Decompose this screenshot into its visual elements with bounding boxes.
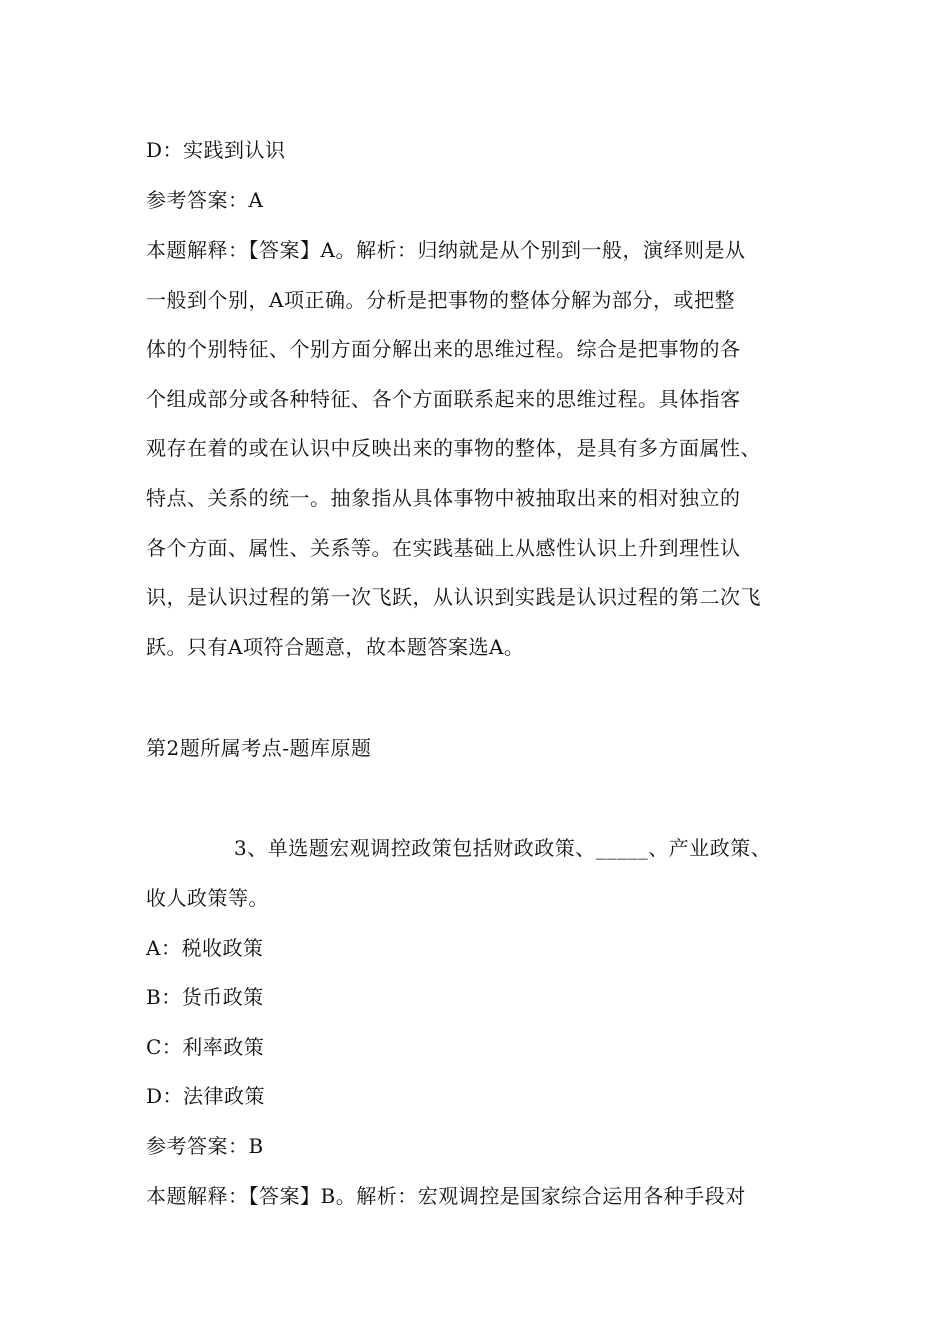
question-text-line-2: 收人政策等。 — [146, 886, 269, 910]
option-a: A：税收政策 — [146, 936, 264, 960]
reference-answer: 参考答案：B — [146, 1134, 264, 1158]
explanation-line: 观存在着的或在认识中反映出来的事物的整体，是具有多方面属性、 — [146, 436, 761, 461]
explanation-line: 本题解释：【答案】A。解析：归纳就是从个别到一般，演绎则是从 — [146, 238, 746, 262]
option-d: D：法律政策 — [146, 1084, 266, 1108]
option-b: B：货币政策 — [146, 985, 264, 1009]
explanation-line: 一般到个别，A项正确。分析是把事物的整体分解为部分，或把整 — [146, 287, 735, 312]
explanation-line: 识，是认识过程的第一次飞跃，从认识到实践是认识过程的第二次飞 — [146, 585, 761, 610]
explanation-line: 个组成部分或各种特征、各个方面联系起来的思维过程。具体指客 — [146, 386, 741, 411]
explanation-line: 特点、关系的统一。抽象指从具体事物中被抽取出来的相对独立的 — [146, 485, 741, 510]
explanation-paragraph — [146, 226, 810, 672]
option-d: D：实践到认识 — [146, 138, 286, 162]
explanation-line: 体的个别特征、个别方面分解出来的思维过程。综合是把事物的各 — [146, 337, 741, 362]
explanation-start: 本题解释：【答案】B。解析：宏观调控是国家综合运用各种手段对 — [146, 1184, 746, 1208]
question-text-line-1: 3、单选题宏观调控政策包括财政政策、_____、产业政策、 — [234, 836, 772, 860]
explanation-line: 跃。只有A项符合题意，故本题答案选A。 — [146, 634, 525, 659]
reference-answer: 参考答案：A — [146, 188, 264, 212]
option-c: C：利率政策 — [146, 1035, 265, 1059]
topic-source: 第2题所属考点-题库原题 — [146, 736, 372, 760]
explanation-line: 各个方面、属性、关系等。在实践基础上从感性认识上升到理性认 — [146, 535, 741, 560]
